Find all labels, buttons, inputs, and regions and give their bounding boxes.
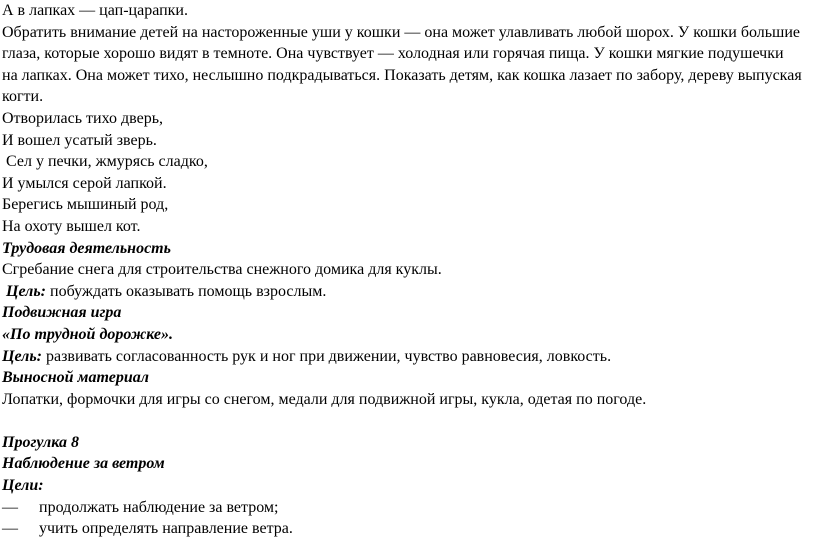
game-goal-text: развивать согласованность рук и ног при движении, чувство равновесия, ловкость.: [42, 347, 612, 365]
walk-heading: Прогулка 8: [2, 433, 79, 451]
material-heading: Выносной материал: [2, 369, 149, 387]
list-item: [2, 518, 810, 540]
blank-line: [2, 410, 810, 432]
poem-line: Сел у печки, жмурясь сладко,: [2, 153, 208, 171]
list-dash: —: [2, 520, 18, 538]
game-title: «По трудной дорожке».: [2, 325, 173, 343]
poem-line: И умылся серой лапкой.: [2, 174, 167, 192]
list-item-text: учить определять направление ветра.: [39, 520, 293, 538]
list-item-text: продолжать наблюдение за ветром;: [39, 498, 279, 516]
game-goal: [2, 346, 810, 368]
list-item: [2, 497, 810, 519]
poem: [2, 108, 810, 238]
material-text: Лопатки, формочки для игры со снегом, медали для подвижной игры, кукла, одетая по погоде.: [2, 390, 647, 408]
cat-description-paragraph: Обратить внимание детей на настороженные уши у кошки — она может улавливать любой шорох. У кошки большие глаза, которые хорошо видят в темноте. Она чувствует — холодная или горячая пища. У кошки мягкие подушечки на лапках. Она может тихо, неслышно подкрадываться. Показать детям, как кошка лазает по забору, дереву выпуская когти.: [2, 23, 802, 106]
poem-line: На охоту вышел кот.: [2, 217, 141, 235]
poem-line: Отворилась тихо дверь,: [2, 109, 163, 127]
goals-heading: Цели:: [2, 477, 44, 495]
labor-goal-text: побуждать оказывать помощь взрослым.: [46, 282, 327, 300]
goals-list: [2, 497, 810, 540]
game-heading: Подвижная игра: [2, 304, 122, 322]
game-goal-label: Цель:: [2, 347, 42, 365]
poem-line: Берегись мышиный род,: [2, 196, 169, 214]
list-dash: —: [2, 498, 18, 516]
labor-text: Сгребание снега для строительства снежного домика для куклы.: [2, 261, 442, 279]
observation-heading: Наблюдение за ветром: [2, 455, 165, 473]
labor-goal: [2, 281, 810, 303]
labor-heading: Трудовая деятельность: [2, 239, 171, 257]
labor-goal-label: Цель:: [2, 282, 46, 300]
text-line: А в лапках — цап-царапки.: [2, 2, 188, 19]
poem-line: И вошел усатый зверь.: [2, 131, 157, 149]
